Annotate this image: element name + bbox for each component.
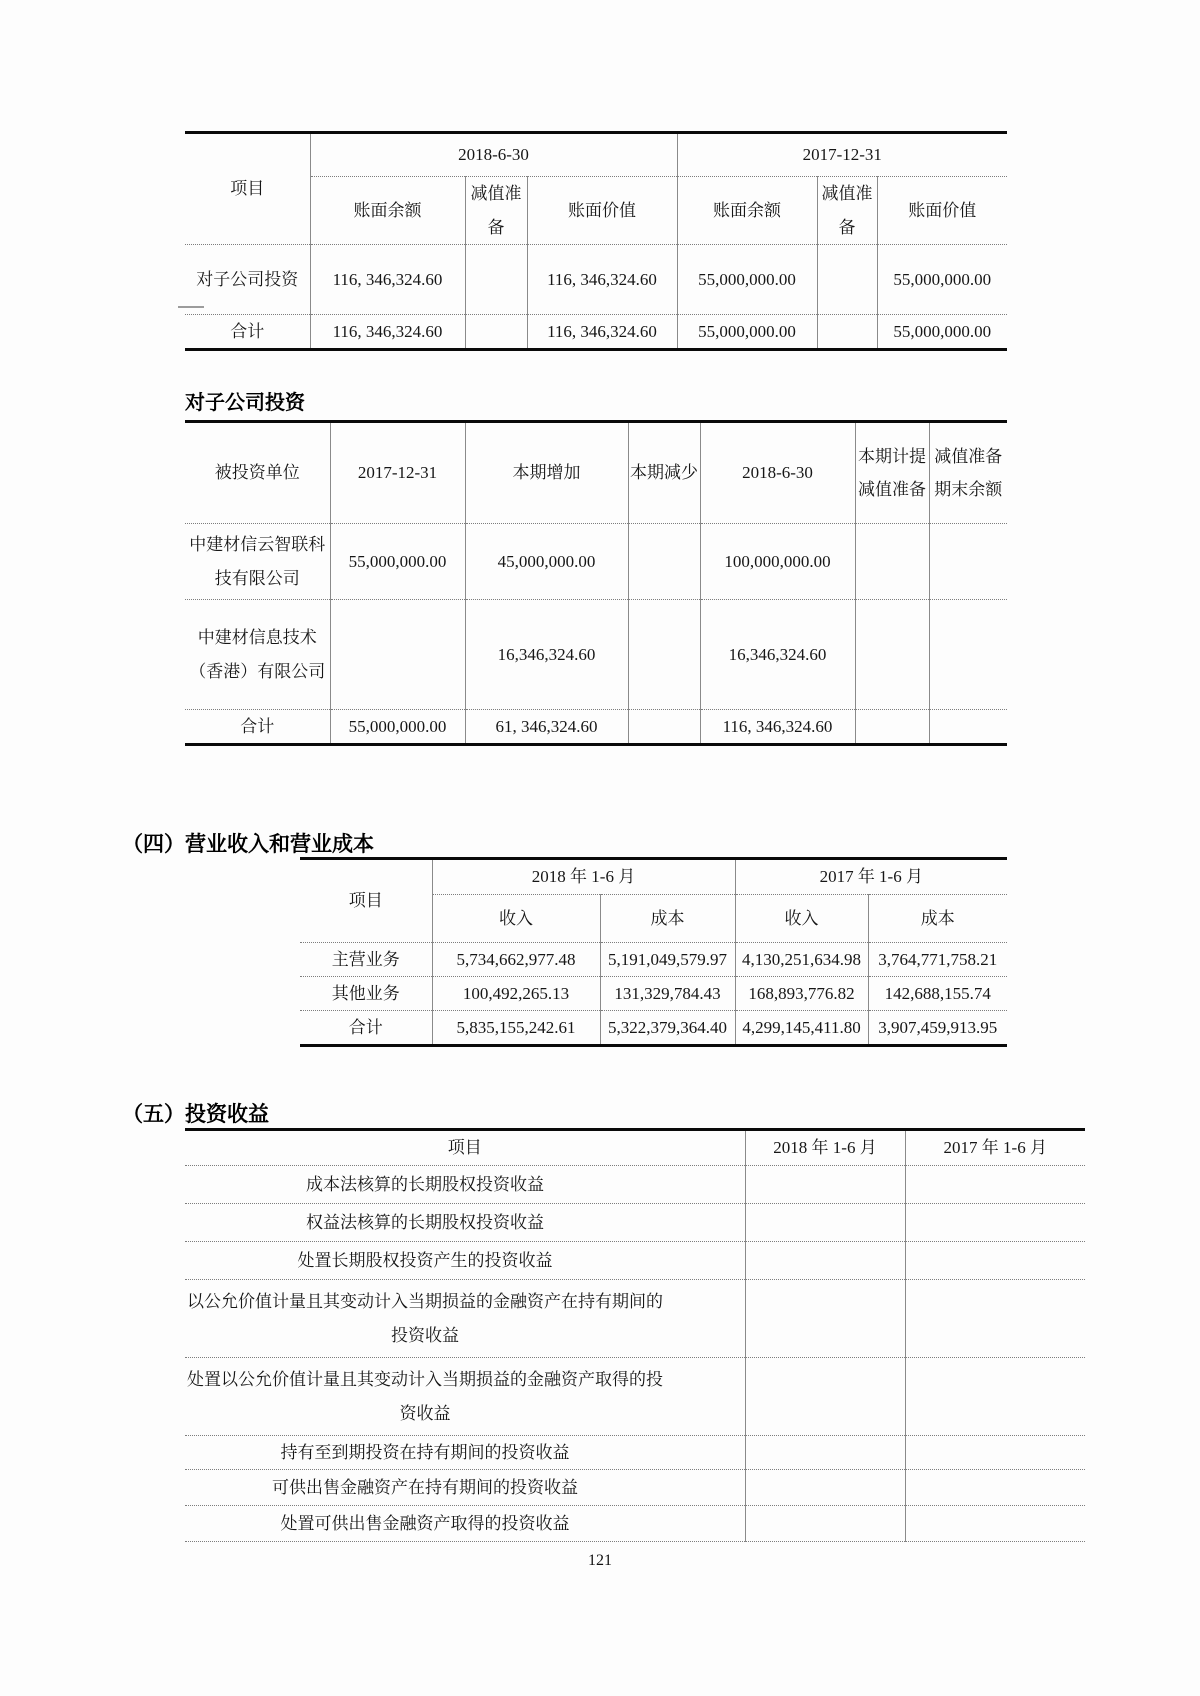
table-row xyxy=(185,1280,1085,1358)
table-row xyxy=(185,600,1007,710)
table-cell: 131,329,784.43 xyxy=(600,977,735,1011)
table-cell xyxy=(929,524,1007,600)
table-cell xyxy=(745,1166,905,1204)
table-cell xyxy=(855,710,929,745)
table-cell xyxy=(905,1280,1085,1358)
table-row xyxy=(185,524,1007,600)
page-number: 121 xyxy=(588,1552,612,1569)
column-header: 减值准备期末余额 xyxy=(929,422,1007,524)
column-group-2017: 2017 年 1-6 月 xyxy=(735,859,1007,895)
row-label: 持有至到期投资在持有期间的投资收益 xyxy=(185,1436,745,1470)
column-header: 本期计提减值准备 xyxy=(855,422,929,524)
table-cell: 16,346,324.60 xyxy=(465,600,628,710)
table-cell xyxy=(628,600,700,710)
column-header: 账面余额 xyxy=(677,177,817,245)
table-cell: 55,000,000.00 xyxy=(677,245,817,315)
table-cell xyxy=(745,1204,905,1242)
column-group-2018: 2018-6-30 xyxy=(310,133,677,177)
table-cell xyxy=(905,1506,1085,1542)
table-cell xyxy=(905,1470,1085,1506)
margin-stray-mark xyxy=(178,306,204,308)
row-label: 成本法核算的长期股权投资收益 xyxy=(185,1166,745,1204)
table-cell: 116, 346,324.60 xyxy=(527,245,677,315)
table-row xyxy=(185,245,1007,315)
table-cell xyxy=(745,1242,905,1280)
table-cell: 100,492,265.13 xyxy=(432,977,600,1011)
table-cell xyxy=(817,245,877,315)
table-cell xyxy=(817,315,877,350)
table-cell: 4,130,251,634.98 xyxy=(735,943,868,977)
column-header-2018: 2018 年 1-6 月 xyxy=(745,1130,905,1166)
column-group-2017: 2017-12-31 xyxy=(677,133,1007,177)
revenue-cost-table xyxy=(300,857,1007,1047)
column-header: 减值准备 xyxy=(465,177,527,245)
table-cell xyxy=(905,1436,1085,1470)
table-row xyxy=(185,1242,1085,1280)
table-cell: 100,000,000.00 xyxy=(700,524,855,600)
table-row xyxy=(185,1470,1085,1506)
row-label: 合计 xyxy=(185,315,310,350)
table-cell: 116, 346,324.60 xyxy=(310,245,465,315)
column-header-item: 项目 xyxy=(300,859,432,943)
table-cell xyxy=(905,1204,1085,1242)
table-cell: 168,893,776.82 xyxy=(735,977,868,1011)
table-cell xyxy=(628,710,700,745)
table-total-row xyxy=(300,1011,1007,1046)
row-label: 处置长期股权投资产生的投资收益 xyxy=(185,1242,745,1280)
table-cell: 5,835,155,242.61 xyxy=(432,1011,600,1046)
table-cell xyxy=(745,1436,905,1470)
row-label: 权益法核算的长期股权投资收益 xyxy=(185,1204,745,1242)
column-header: 收入 xyxy=(432,895,600,943)
row-label: 中建材信云智联科技有限公司 xyxy=(185,524,330,600)
table-cell xyxy=(745,1470,905,1506)
table-cell: 16,346,324.60 xyxy=(700,600,855,710)
investment-income-table xyxy=(185,1128,1085,1542)
column-header: 账面价值 xyxy=(527,177,677,245)
row-label: 处置以公允价值计量且其变动计入当期损益的金融资产取得的投资收益 xyxy=(185,1358,745,1436)
table-cell xyxy=(745,1280,905,1358)
table-cell xyxy=(855,600,929,710)
table-cell xyxy=(465,315,527,350)
table-row xyxy=(300,977,1007,1011)
table-cell: 3,764,771,758.21 xyxy=(868,943,1007,977)
column-header: 成本 xyxy=(868,895,1007,943)
column-group-2018: 2018 年 1-6 月 xyxy=(432,859,735,895)
table-cell: 55,000,000.00 xyxy=(877,245,1007,315)
column-header: 成本 xyxy=(600,895,735,943)
table-total-row xyxy=(185,315,1007,350)
row-label: 合计 xyxy=(300,1011,432,1046)
table-cell: 116, 346,324.60 xyxy=(527,315,677,350)
table-cell: 5,322,379,364.40 xyxy=(600,1011,735,1046)
table-cell: 142,688,155.74 xyxy=(868,977,1007,1011)
subsidiary-investment-detail-table xyxy=(185,420,1007,746)
row-label: 以公允价值计量且其变动计入当期损益的金融资产在持有期间的投资收益 xyxy=(185,1280,745,1358)
table-cell: 3,907,459,913.95 xyxy=(868,1011,1007,1046)
section-title-revenue: （四）营业收入和营业成本 xyxy=(122,833,374,856)
table-cell: 116, 346,324.60 xyxy=(700,710,855,745)
section-title-investment-income: （五）投资收益 xyxy=(122,1103,269,1126)
row-label: 其他业务 xyxy=(300,977,432,1011)
table-cell: 116, 346,324.60 xyxy=(310,315,465,350)
column-header: 本期减少 xyxy=(628,422,700,524)
column-header: 被投资单位 xyxy=(185,422,330,524)
table-total-row xyxy=(185,710,1007,745)
table-cell xyxy=(905,1242,1085,1280)
subsidiary-investment-summary-table xyxy=(185,131,1007,351)
table-cell xyxy=(330,600,465,710)
table-row xyxy=(185,1436,1085,1470)
table-cell: 61, 346,324.60 xyxy=(465,710,628,745)
table-cell: 55,000,000.00 xyxy=(330,710,465,745)
column-header: 2017-12-31 xyxy=(330,422,465,524)
column-header-item: 项目 xyxy=(185,133,310,245)
row-label: 对子公司投资 xyxy=(185,245,310,315)
column-header: 账面价值 xyxy=(877,177,1007,245)
table-row xyxy=(185,1358,1085,1436)
column-header: 收入 xyxy=(735,895,868,943)
column-header-2017: 2017 年 1-6 月 xyxy=(905,1130,1085,1166)
table-cell xyxy=(905,1358,1085,1436)
table-row xyxy=(185,1166,1085,1204)
column-header: 账面余额 xyxy=(310,177,465,245)
table-cell: 55,000,000.00 xyxy=(677,315,817,350)
table-cell xyxy=(929,710,1007,745)
row-label: 中建材信息技术（香港）有限公司 xyxy=(185,600,330,710)
row-label: 合计 xyxy=(185,710,330,745)
table-cell xyxy=(929,600,1007,710)
table-cell xyxy=(745,1506,905,1542)
table-cell: 55,000,000.00 xyxy=(877,315,1007,350)
subsidiary-table-title: 对子公司投资 xyxy=(185,392,305,414)
row-label: 处置可供出售金融资产取得的投资收益 xyxy=(185,1506,745,1542)
table-cell: 45,000,000.00 xyxy=(465,524,628,600)
table-cell xyxy=(628,524,700,600)
table-row xyxy=(185,1204,1085,1242)
column-header-item: 项目 xyxy=(185,1130,745,1166)
table-cell: 5,734,662,977.48 xyxy=(432,943,600,977)
table-cell xyxy=(905,1166,1085,1204)
table-row xyxy=(185,1506,1085,1542)
row-label: 可供出售金融资产在持有期间的投资收益 xyxy=(185,1470,745,1506)
table-cell: 4,299,145,411.80 xyxy=(735,1011,868,1046)
row-label: 主营业务 xyxy=(300,943,432,977)
column-header: 2018-6-30 xyxy=(700,422,855,524)
column-header: 本期增加 xyxy=(465,422,628,524)
table-cell: 55,000,000.00 xyxy=(330,524,465,600)
table-cell xyxy=(855,524,929,600)
column-header: 减值准备 xyxy=(817,177,877,245)
table-row xyxy=(300,943,1007,977)
table-cell xyxy=(745,1358,905,1436)
table-cell xyxy=(465,245,527,315)
table-cell: 5,191,049,579.97 xyxy=(600,943,735,977)
